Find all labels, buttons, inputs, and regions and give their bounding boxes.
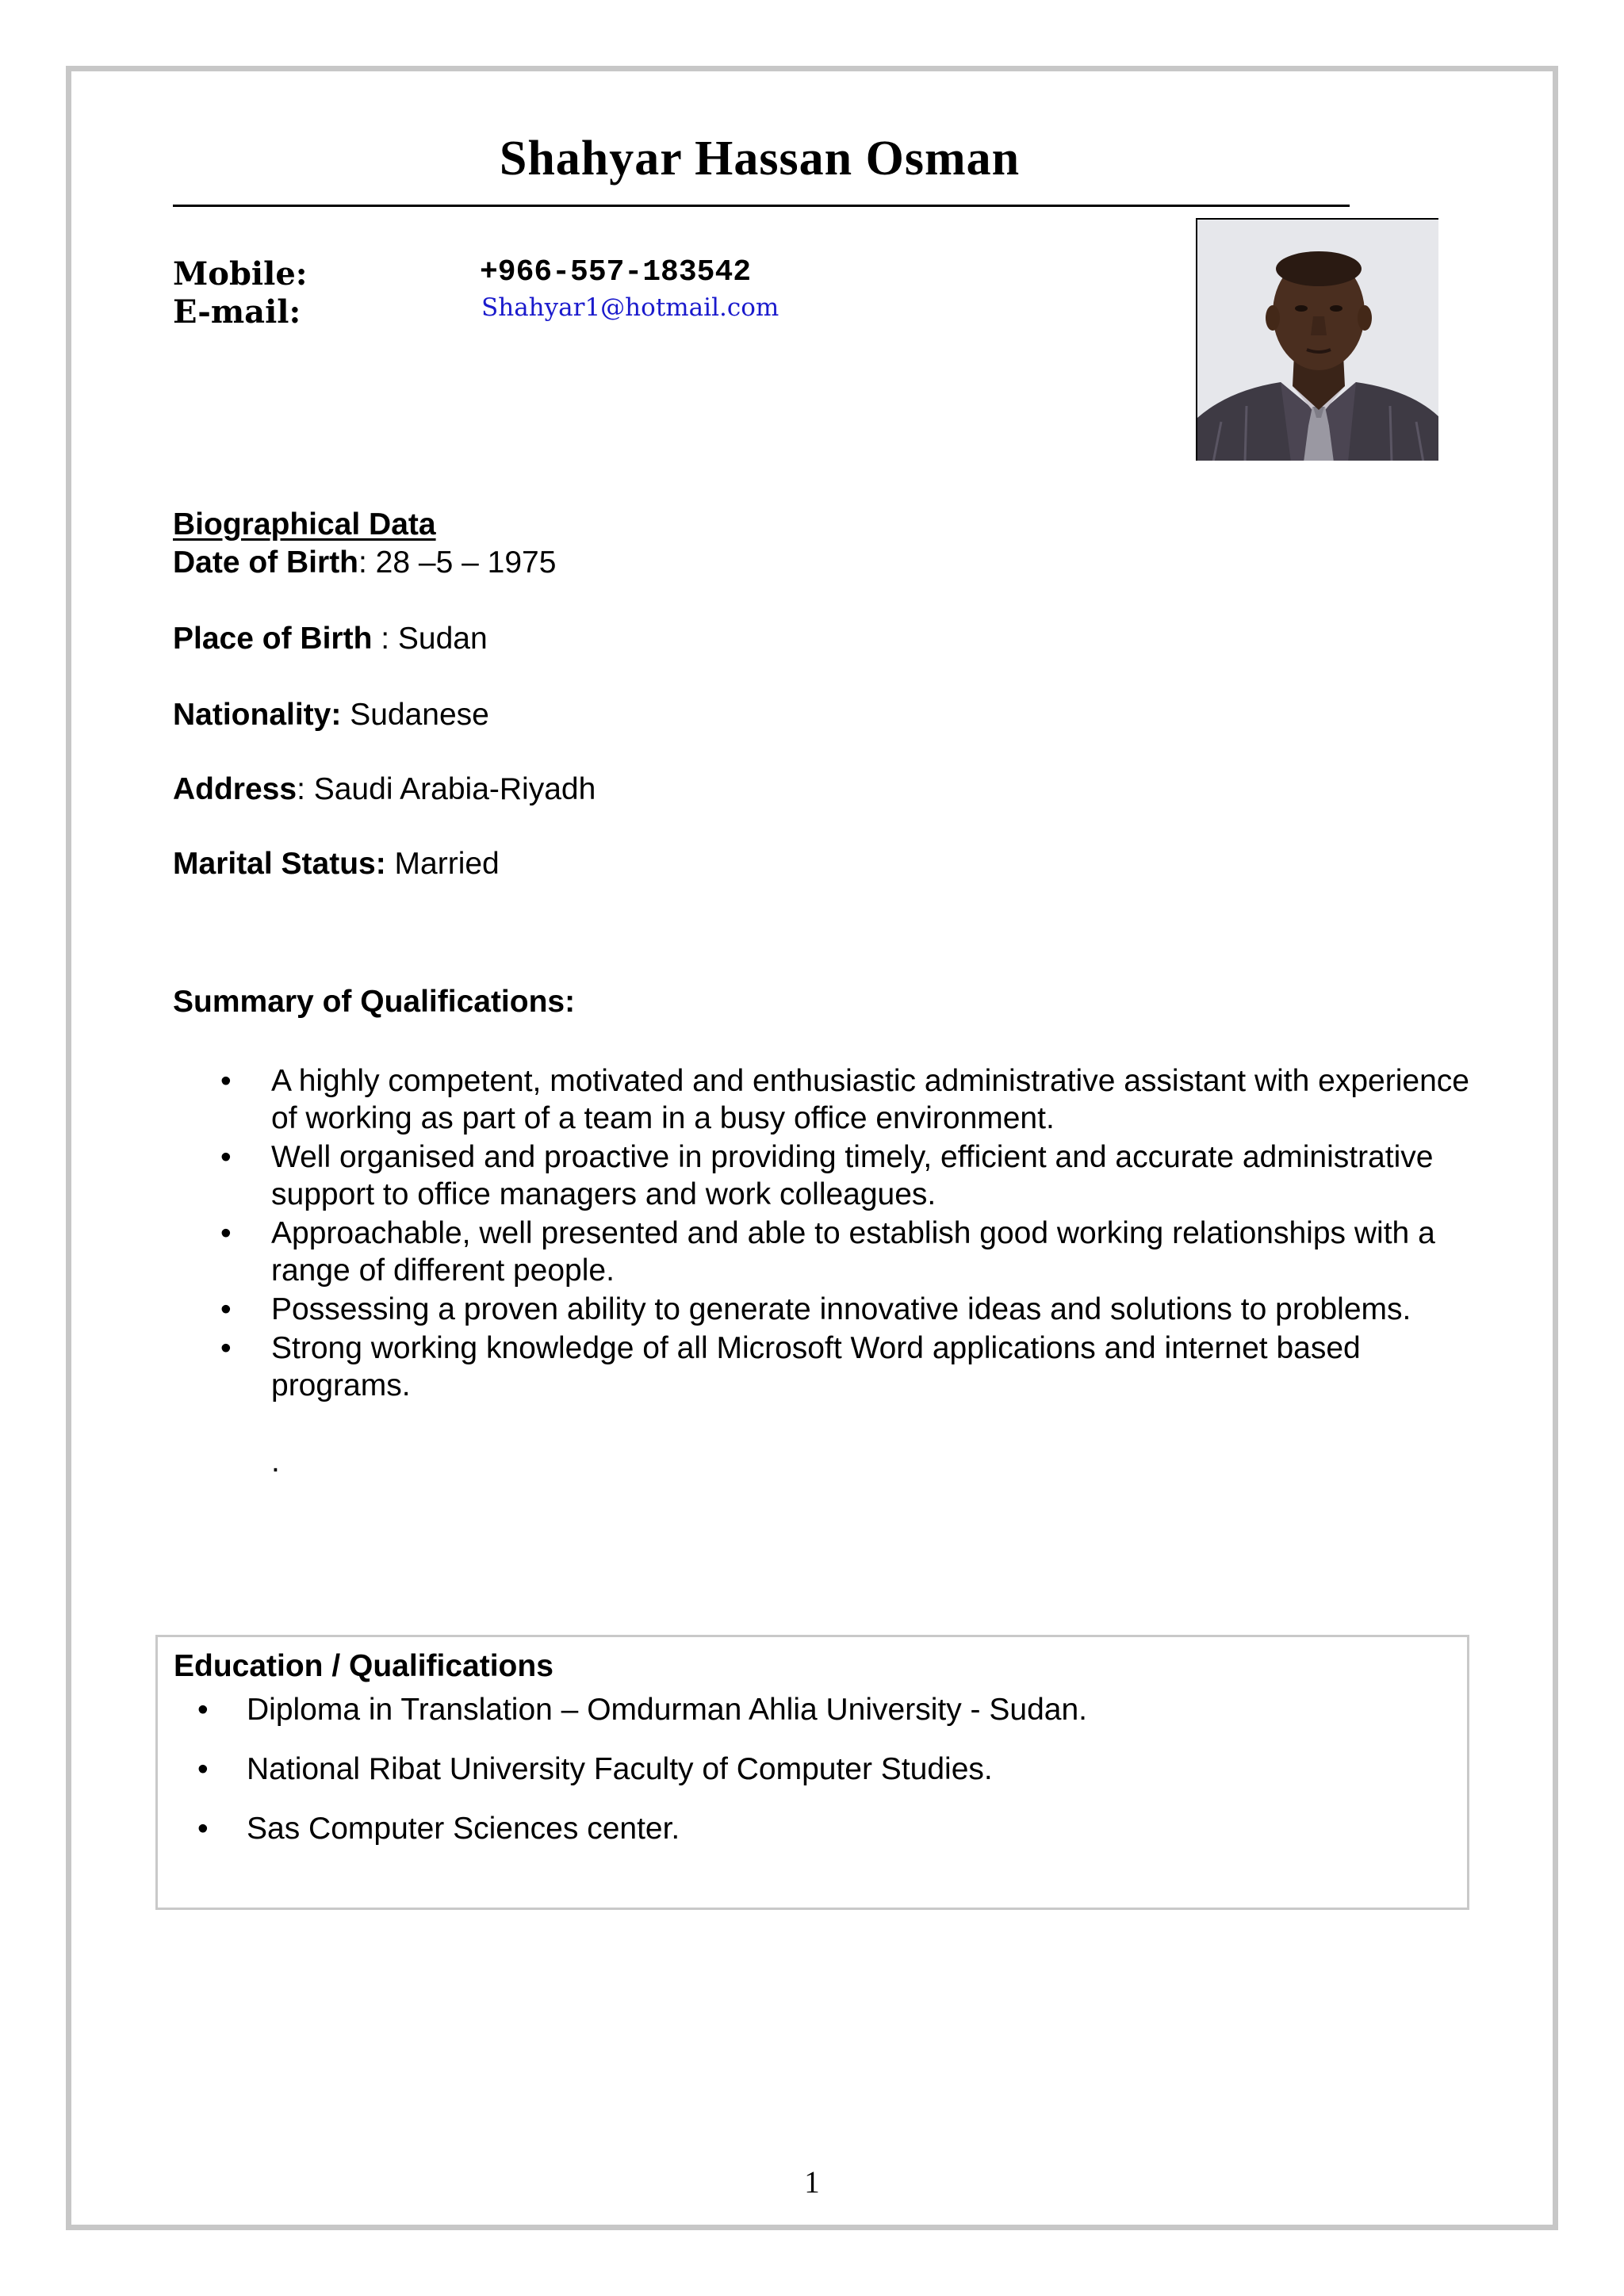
bio-value: Married: [385, 847, 500, 881]
summary-item-text: Approachable, well presented and able to establish good working relationships with a range of different people.: [271, 1216, 1435, 1288]
summary-item-text: A highly competent, motivated and enthusiastic administrative assistant with experience of working as part of a team in a busy office environment.: [271, 1064, 1469, 1135]
education-item-text: Sas Computer Sciences center.: [247, 1812, 680, 1846]
resume-name: Shahyar Hassan Osman: [499, 132, 1021, 186]
list-item: [174, 1691, 1087, 1728]
summary-heading: Summary of Qualifications:: [173, 985, 576, 1019]
bio-place-of-birth: [173, 622, 488, 656]
bio-value: Sudanese: [341, 698, 489, 732]
biographical-data-heading: Biographical Data: [173, 507, 436, 541]
bullet-icon: •: [197, 1812, 209, 1846]
bio-label: Date of Birth: [173, 545, 358, 580]
list-item: [174, 1751, 1087, 1788]
bio-label: Nationality:: [173, 698, 342, 732]
education-box: [155, 1635, 1469, 1910]
bullet-icon: •: [220, 1331, 232, 1365]
bio-value: : 28 –5 – 1975: [358, 545, 557, 580]
education-heading: Education / Qualifications: [174, 1649, 553, 1683]
bio-label: Place of Birth: [173, 622, 373, 656]
bio-date-of-birth: [173, 545, 556, 580]
summary-item-text: Strong working knowledge of all Microsoft Word applications and internet based programs.: [271, 1331, 1361, 1402]
name-divider: [173, 205, 1350, 207]
summary-item-text: Possessing a proven ability to generate innovative ideas and solutions to problems.: [271, 1292, 1411, 1326]
bullet-icon: •: [197, 1693, 209, 1727]
bullet-icon: •: [220, 1292, 232, 1326]
mobile-value: +966-557-183542: [480, 255, 752, 289]
portrait-icon: [1197, 220, 1438, 461]
mobile-label: Mobile:: [173, 255, 308, 293]
bullet-icon: •: [220, 1064, 232, 1098]
list-item: [173, 1215, 1489, 1289]
bullet-icon: •: [220, 1216, 232, 1250]
bio-value: : Saudi Arabia-Riyadh: [297, 772, 596, 806]
bio-label: Marital Status:: [173, 847, 386, 881]
bio-value: : Sudan: [372, 622, 488, 656]
email-link[interactable]: Shahyar1@hotmail.com: [481, 293, 779, 322]
page-number: 1: [804, 2165, 820, 2199]
education-item-text: Diploma in Translation – Omdurman Ahlia University - Sudan.: [247, 1693, 1087, 1727]
summary-list: [173, 1062, 1489, 1406]
trailing-dot: .: [271, 1445, 280, 1479]
list-item: [173, 1138, 1489, 1213]
bullet-icon: •: [220, 1140, 232, 1174]
bullet-icon: •: [197, 1752, 209, 1786]
bio-marital-status: [173, 847, 500, 882]
list-item: [173, 1062, 1489, 1137]
profile-photo: [1196, 218, 1438, 461]
bio-nationality: [173, 698, 489, 733]
list-item: [173, 1291, 1489, 1328]
bio-address: [173, 772, 596, 807]
email-label: E-mail:: [173, 293, 301, 331]
education-list: [174, 1691, 1087, 1869]
summary-item-text: Well organised and proactive in providing timely, efficient and accurate administrative support to office managers and work colleagues.: [271, 1140, 1434, 1211]
education-item-text: National Ribat University Faculty of Computer Studies.: [247, 1752, 993, 1786]
bio-label: Address: [173, 772, 297, 806]
list-item: [174, 1810, 1087, 1847]
list-item: [173, 1330, 1489, 1404]
